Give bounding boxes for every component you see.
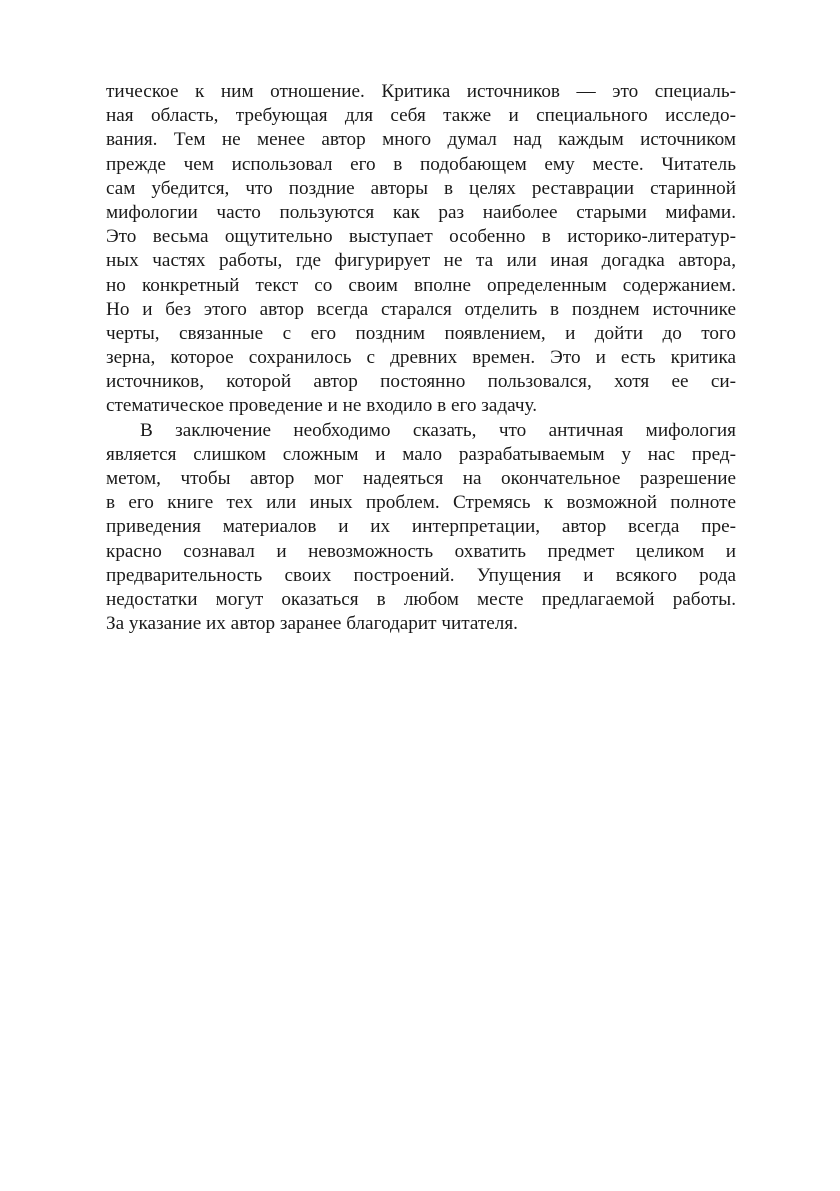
text-line: зерна, которое сохранилось с древних времен. Это и есть критика: [106, 347, 736, 369]
text-line: В заключение необходимо сказать, что античная мифология: [140, 419, 736, 441]
paragraph-2: [106, 419, 736, 637]
text-line: За указание их автор заранее благодарит читателя.: [106, 613, 518, 635]
text-line: черты, связанные с его поздним появлением, и дойти до того: [106, 322, 736, 344]
text-line: Но и без этого автор всегда старался отделить в позднем источнике: [106, 298, 736, 320]
text-line: тическое к ним отношение. Критика источников — это специаль-: [106, 81, 736, 102]
text-line: недостатки могут оказаться в любом месте предлагаемой работы.: [106, 588, 736, 610]
body-text: [106, 80, 736, 636]
text-line: стематическое проведение и не входило в его задачу.: [106, 395, 538, 417]
text-line: ных частях работы, где фигурирует не та или иная догадка автора,: [106, 250, 736, 272]
text-line: мифологии часто пользуются как раз наиболее старыми мифами.: [106, 201, 736, 223]
text-line: предварительность своих построений. Упущения и всякого рода: [106, 564, 736, 586]
text-line: в его книге тех или иных проблем. Стремясь к возможной полноте: [106, 492, 736, 514]
text-line: красно сознавал и невозможность охватить предмет целиком и: [106, 540, 736, 562]
text-line: является слишком сложным и мало разрабатываемым у нас пред-: [106, 443, 736, 465]
text-line: Это весьма ощутительно выступает особенно в историко-литератур-: [106, 226, 736, 248]
text-line: прежде чем использовал его в подобающем ему месте. Читатель: [106, 153, 736, 175]
text-line: вания. Тем не менее автор много думал над каждым источником: [106, 129, 736, 151]
text-line: метом, чтобы автор мог надеяться на окончательное разрешение: [106, 468, 736, 489]
text-line: ная область, требующая для себя также и специального исследо-: [106, 105, 736, 127]
text-line: сам убедится, что поздние авторы в целях реставрации старинной: [106, 177, 736, 199]
text-line: приведения материалов и их интерпретации, автор всегда пре-: [106, 516, 736, 538]
paragraph-1: [106, 80, 736, 419]
text-line: но конкретный текст со своим вполне определенным содержанием.: [106, 274, 736, 296]
text-line: источников, которой автор постоянно пользовался, хотя ее си-: [106, 371, 736, 393]
